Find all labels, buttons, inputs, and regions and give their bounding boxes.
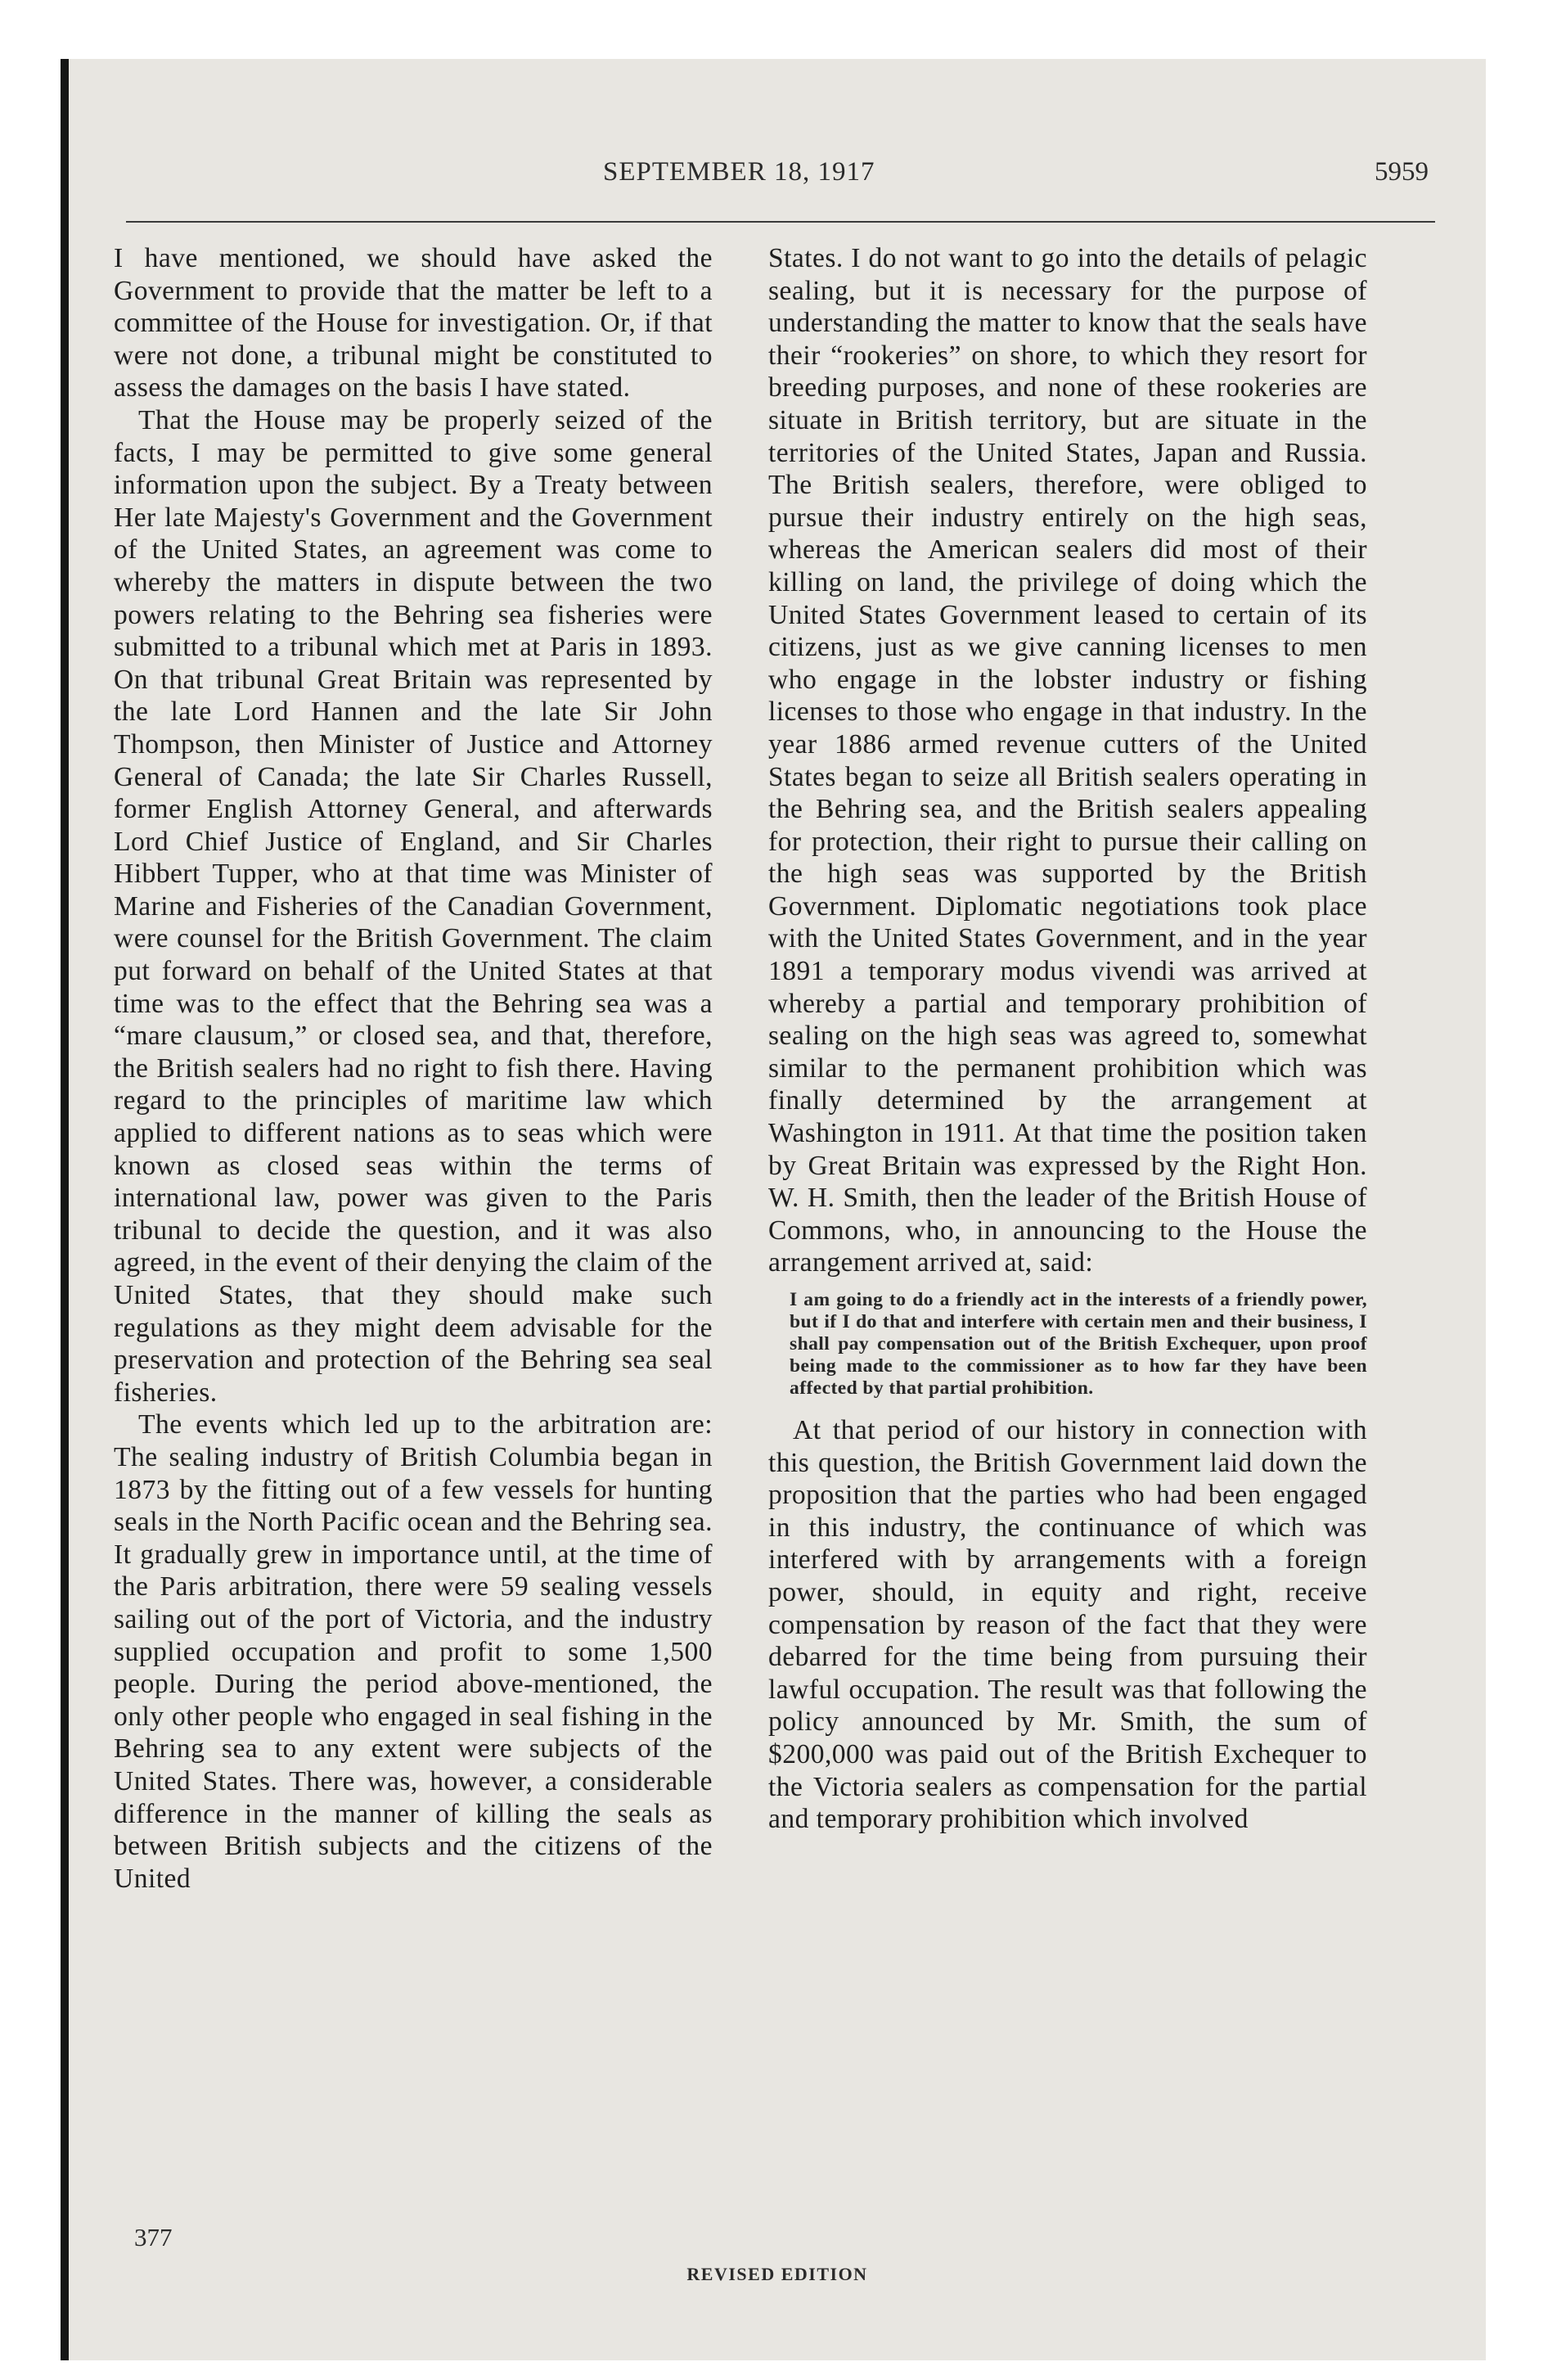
left-paragraph-1: I have mentioned, we should have asked the Government to provide that the matter be left to a committee of the House for investigation. Or, if that were not done, a tribunal might be constituted to assess the damages on the basis I have stated. [114, 243, 713, 403]
edition-footer: REVISED EDITION [686, 2264, 868, 2284]
left-paragraph-2: That the House may be properly seized of the facts, I may be permitted to give some general information upon the subject. By a Treaty between Her late Majesty's Government and the Government of the United States, an agreement was come to whereby the matters in dispute between the two powers relating to the Behring sea fisheries were submitted to a tribunal which met at Paris in 1893. On that tribunal Great Britain was represented by the late Lord Hannen and the late Sir John Thompson, then Minister of Justice and Attorney General of Canada; the late Sir Charles Russell, former English Attorney General, and afterwards Lord Chief Justice of England, and Sir Charles Hibbert Tupper, who at that time was Minister of Marine and Fisheries of the Canadian Government, were counsel for the British Government. The claim put forward on behalf of the United States at that time was to the effect that the Behring sea was a “mare clausum,” or closed sea, and that, therefore, the British sealers had no right to fish there. Having regard to the principles of maritime law which applied to different nations as to seas which were known as closed seas within the terms of international law, power was given to the Paris tribunal to decide the question, and it was also agreed, in the event of their denying the claim of the United States, that they should make such regulations as they might deem advisable for the preservation and protection of the Behring sea seal fisheries. [114, 404, 713, 1408]
smith-quotation: I am going to do a friendly act in the interests of a friendly power, but if I do that and interfere with certain men and their business, I shall pay compensation out of the British Exchequer, upon proof being made to the commissioner as to how far they have been affected by that partial prohibition. [790, 1289, 1367, 1399]
left-column [114, 242, 713, 1895]
document-page [69, 59, 1486, 2360]
header-page-number: 5959 [1375, 157, 1429, 187]
scan-edge [61, 59, 69, 2360]
page-header [69, 157, 1486, 206]
folio-number: 377 [134, 2223, 173, 2252]
header-date: SEPTEMBER 18, 1917 [603, 157, 875, 187]
right-column [768, 242, 1367, 1836]
left-paragraph-3: The events which led up to the arbitration are: The sealing industry of British Columbia began in 1873 by the fitting out of a few vessels for hunting seals in the North Pacific ocean and the Behring sea. It gradually grew in importance until, at the time of the Paris arbitration, there were 59 sealing vessels sailing out of the port of Victoria, and the industry supplied occupation and profit to some 1,500 people. During the period above-mentioned, the only other people who engaged in seal fishing in the Behring sea to any extent were subjects of the United States. There was, however, a considerable difference in the manner of killing the seals as between British subjects and the citizens of the United [114, 1409, 713, 1894]
header-rule [126, 221, 1435, 223]
right-paragraph-1: States. I do not want to go into the details of pelagic sealing, but it is necessary for the purpose of understanding the matter to know that the seals have their “rookeries” on shore, to which they resort for breeding purposes, and none of these rookeries are situate in British territory, but are situate in the territories of the United States, Japan and Russia. The British sealers, therefore, were obliged to pursue their industry entirely on the high seas, whereas the American sealers did most of their killing on land, the privilege of doing which the United States Government leased to certain of its citizens, just as we give canning licenses to men who engage in the lobster industry or fishing licenses to those who engage in that industry. In the year 1886 armed revenue cutters of the United States began to seize all British sealers operating in the Behring sea, and the British sealers appealing for protection, their right to pursue their calling on the high seas was supported by the British Government. Diplomatic negotiations took place with the United States Government, and in the year 1891 a temporary modus vivendi was arrived at whereby a partial and temporary prohibition of sealing on the high seas was agreed to, somewhat similar to the permanent prohibition which was finally determined by the arrangement at Washington in 1911. At that time the position taken by Great Britain was expressed by the Right Hon. W. H. Smith, then the leader of the British House of Commons, who, in announcing to the House the arrangement arrived at, said: [768, 243, 1367, 1278]
right-paragraph-2: At that period of our history in connection with this question, the British Government laid down the proposition that the parties who had been engaged in this industry, the continuance of which was interfered with by arrangements with a foreign power, should, in equity and right, receive compensation by reason of the fact that they were debarred for the time being from pursuing their lawful occupation. The result was that following the policy announced by Mr. Smith, the sum of $200,000 was paid out of the British Exchequer to the Victoria sealers as compensation for the partial and temporary prohibition which involved [768, 1415, 1367, 1835]
